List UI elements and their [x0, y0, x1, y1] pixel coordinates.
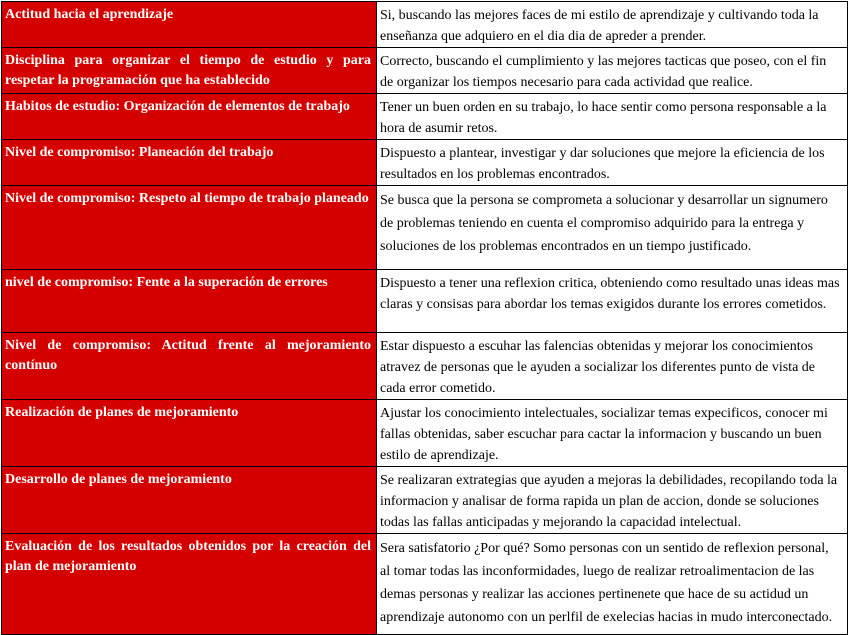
- table-row: [2, 400, 848, 467]
- table-row: [2, 333, 848, 400]
- criterion-cell: Habitos de estudio: Organización de elementos de trabajo: [2, 94, 377, 140]
- criterion-cell: Realización de planes de mejoramiento: [2, 400, 377, 467]
- table-row: [2, 94, 848, 140]
- response-cell: Si, buscando las mejores faces de mi estilo de aprendizaje y cultivando toda la enseñanza que adquiero en el dia dia de apreder a prender.: [377, 2, 848, 48]
- table-row: [2, 2, 848, 48]
- criterion-cell: Nivel de compromiso: Actitud frente al mejoramiento contínuo: [2, 333, 377, 400]
- table-row: [2, 48, 848, 94]
- response-cell: Se busca que la persona se comprometa a solucionar y desarrollar un signumero de problemas teniendo en cuenta el compromiso adquirido para la entrega y soluciones de los problemas encontrados en un tiempo justificado.: [377, 186, 848, 270]
- criterion-cell: Nivel de compromiso: Respeto al tiempo de trabajo planeado: [2, 186, 377, 270]
- response-cell: Dispuesto a plantear, investigar y dar soluciones que mejore la eficiencia de los resultados en los problemas encontrados.: [377, 140, 848, 186]
- criterion-cell: Desarrollo de planes de mejoramiento: [2, 467, 377, 534]
- table-row: [2, 534, 848, 635]
- criterion-cell: Actitud hacia el aprendizaje: [2, 2, 377, 48]
- criterion-cell: Disciplina para organizar el tiempo de estudio y para respetar la programación que ha establecido: [2, 48, 377, 94]
- criterion-cell: nivel de compromiso: Fente a la superación de errores: [2, 270, 377, 333]
- table-row: [2, 186, 848, 270]
- table-row: [2, 467, 848, 534]
- response-cell: Tener un buen orden en su trabajo, lo hace sentir como persona responsable a la hora de asumir retos.: [377, 94, 848, 140]
- response-cell: Se realizaran extrategias que ayuden a mejoras la debilidades, recopilando toda la informacion y analisar de forma rapida un plan de accion, donde se soluciones todas las fallas anticipadas y mejorando la capacidad intelectual.: [377, 467, 848, 534]
- response-cell: Correcto, buscando el cumplimiento y las mejores tacticas que poseo, con el fin de organizar los tiempos necesario para cada actividad que realice.: [377, 48, 848, 94]
- response-cell: Ajustar los conocimiento intelectuales, socializar temas expecificos, conocer mi fallas obtenidas, saber escuchar para cactar la informacion y buscando un buen estilo de aprendizaje.: [377, 400, 848, 467]
- response-cell: Estar dispuesto a escuhar las falencias obtenidas y mejorar los conocimientos atravez de personas que le ayuden a socializar los diferentes punto de vista de cada error cometido.: [377, 333, 848, 400]
- criterion-cell: Evaluación de los resultados obtenidos por la creación del plan de mejoramiento: [2, 534, 377, 635]
- evaluation-table: [1, 1, 848, 635]
- response-cell: Sera satisfatorio ¿Por qué? Somo personas con un sentido de reflexion personal, al tomar todas las inconformidades, luego de realizar retroalimentacion de las demas personas y realizar las acciones pertinenete que hace de su actidud un aprendizaje autonomo con un perlfil de exelecias hacias in mudo interconectado.: [377, 534, 848, 635]
- table-row: [2, 140, 848, 186]
- response-cell: Dispuesto a tener una reflexion critica, obteniendo como resultado unas ideas mas claras y consisas para abordar los temas exigidos durante los errores cometidos.: [377, 270, 848, 333]
- criterion-cell: Nivel de compromiso: Planeación del trabajo: [2, 140, 377, 186]
- table-row: [2, 270, 848, 333]
